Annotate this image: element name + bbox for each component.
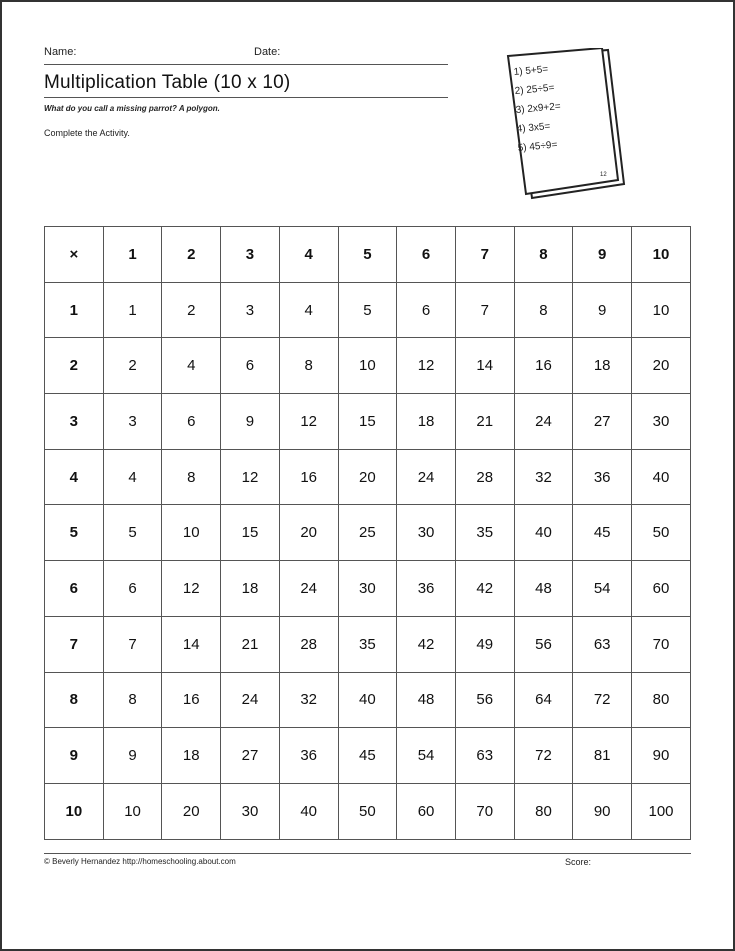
product-cell: 21	[221, 616, 280, 672]
column-header-cell: 2	[162, 227, 221, 283]
row-header-cell: 9	[45, 728, 104, 784]
product-cell: 12	[397, 338, 456, 394]
product-cell: 40	[514, 505, 573, 561]
product-cell: 54	[573, 561, 632, 617]
product-cell: 20	[279, 505, 338, 561]
product-cell: 25	[338, 505, 397, 561]
product-cell: 7	[455, 282, 514, 338]
product-cell: 14	[455, 338, 514, 394]
product-cell: 56	[514, 616, 573, 672]
row-header-cell: 3	[45, 394, 104, 450]
product-cell: 8	[162, 449, 221, 505]
product-cell: 4	[279, 282, 338, 338]
product-cell: 63	[455, 728, 514, 784]
product-cell: 56	[455, 672, 514, 728]
product-cell: 32	[514, 449, 573, 505]
product-cell: 72	[514, 728, 573, 784]
product-cell: 9	[573, 282, 632, 338]
table-header-row	[45, 227, 691, 283]
flashcard-line-3: 3) 2x9+2=	[515, 101, 562, 116]
table-row	[45, 616, 691, 672]
table-row	[45, 672, 691, 728]
product-cell: 10	[103, 783, 162, 839]
product-cell: 7	[103, 616, 162, 672]
column-header-cell: 9	[573, 227, 632, 283]
instruction-text: Complete the Activity.	[44, 128, 130, 138]
row-header-cell: 8	[45, 672, 104, 728]
table-row	[45, 505, 691, 561]
product-cell: 42	[455, 561, 514, 617]
product-cell: 70	[632, 616, 691, 672]
score-label: Score:	[565, 857, 592, 867]
table-row	[45, 282, 691, 338]
table-row	[45, 728, 691, 784]
product-cell: 18	[397, 394, 456, 450]
product-cell: 9	[103, 728, 162, 784]
multiplication-table	[44, 226, 691, 840]
product-cell: 12	[279, 394, 338, 450]
product-cell: 60	[397, 783, 456, 839]
product-cell: 16	[279, 449, 338, 505]
product-cell: 6	[162, 394, 221, 450]
product-cell: 45	[338, 728, 397, 784]
title-underline	[44, 97, 448, 98]
product-cell: 60	[632, 561, 691, 617]
product-cell: 36	[279, 728, 338, 784]
product-cell: 63	[573, 616, 632, 672]
copyright-credit: © Beverly Hernandez http://homeschooling.about.com	[44, 857, 236, 866]
footer-line	[44, 853, 691, 854]
row-header-cell: 1	[45, 282, 104, 338]
product-cell: 28	[455, 449, 514, 505]
product-cell: 24	[514, 394, 573, 450]
product-cell: 35	[455, 505, 514, 561]
column-header-cell: 3	[221, 227, 280, 283]
table-row	[45, 449, 691, 505]
product-cell: 24	[279, 561, 338, 617]
product-cell: 20	[632, 338, 691, 394]
product-cell: 21	[455, 394, 514, 450]
product-cell: 10	[338, 338, 397, 394]
row-header-cell: 4	[45, 449, 104, 505]
product-cell: 6	[221, 338, 280, 394]
column-header-cell: 6	[397, 227, 456, 283]
product-cell: 4	[162, 338, 221, 394]
product-cell: 8	[514, 282, 573, 338]
product-cell: 48	[397, 672, 456, 728]
flashcard-line-4: 4) 3x5=	[516, 121, 551, 135]
product-cell: 90	[573, 783, 632, 839]
table-row	[45, 338, 691, 394]
product-cell: 5	[338, 282, 397, 338]
product-cell: 42	[397, 616, 456, 672]
product-cell: 30	[632, 394, 691, 450]
product-cell: 10	[162, 505, 221, 561]
product-cell: 18	[221, 561, 280, 617]
product-cell: 1	[103, 282, 162, 338]
product-cell: 45	[573, 505, 632, 561]
product-cell: 5	[103, 505, 162, 561]
product-cell: 50	[338, 783, 397, 839]
table-corner-cell: ×	[45, 227, 104, 283]
product-cell: 4	[103, 449, 162, 505]
product-cell: 2	[162, 282, 221, 338]
product-cell: 90	[632, 728, 691, 784]
product-cell: 32	[279, 672, 338, 728]
product-cell: 72	[573, 672, 632, 728]
flashcard-corner-mark: 12	[600, 172, 607, 178]
product-cell: 80	[632, 672, 691, 728]
row-header-cell: 7	[45, 616, 104, 672]
product-cell: 30	[221, 783, 280, 839]
product-cell: 16	[514, 338, 573, 394]
product-cell: 6	[397, 282, 456, 338]
product-cell: 8	[279, 338, 338, 394]
row-header-cell: 10	[45, 783, 104, 839]
row-header-cell: 2	[45, 338, 104, 394]
table-row	[45, 394, 691, 450]
math-flashcards-icon	[500, 48, 630, 208]
column-header-cell: 8	[514, 227, 573, 283]
product-cell: 28	[279, 616, 338, 672]
flashcard-line-2: 2) 25÷5=	[514, 82, 555, 97]
product-cell: 49	[455, 616, 514, 672]
product-cell: 36	[397, 561, 456, 617]
row-header-cell: 6	[45, 561, 104, 617]
product-cell: 81	[573, 728, 632, 784]
product-cell: 15	[338, 394, 397, 450]
name-label: Name:	[44, 46, 77, 58]
product-cell: 20	[338, 449, 397, 505]
product-cell: 100	[632, 783, 691, 839]
table-row	[45, 561, 691, 617]
product-cell: 40	[279, 783, 338, 839]
product-cell: 50	[632, 505, 691, 561]
page-title: Multiplication Table (10 x 10)	[44, 72, 291, 93]
flashcard-line-5: 5) 45÷9=	[517, 139, 558, 154]
product-cell: 2	[103, 338, 162, 394]
product-cell: 20	[162, 783, 221, 839]
product-cell: 30	[338, 561, 397, 617]
product-cell: 27	[573, 394, 632, 450]
column-header-cell: 7	[455, 227, 514, 283]
column-header-cell: 4	[279, 227, 338, 283]
date-label: Date:	[254, 46, 281, 58]
product-cell: 12	[221, 449, 280, 505]
product-cell: 30	[397, 505, 456, 561]
product-cell: 8	[103, 672, 162, 728]
column-header-cell: 10	[632, 227, 691, 283]
product-cell: 6	[103, 561, 162, 617]
product-cell: 48	[514, 561, 573, 617]
riddle-text: What do you call a missing parrot? A polygon.	[44, 104, 220, 113]
product-cell: 24	[397, 449, 456, 505]
product-cell: 3	[103, 394, 162, 450]
product-cell: 80	[514, 783, 573, 839]
product-cell: 24	[221, 672, 280, 728]
table-row	[45, 783, 691, 839]
product-cell: 64	[514, 672, 573, 728]
flashcard-line-1: 1) 5+5=	[513, 64, 549, 78]
product-cell: 16	[162, 672, 221, 728]
product-cell: 70	[455, 783, 514, 839]
product-cell: 12	[162, 561, 221, 617]
product-cell: 18	[573, 338, 632, 394]
product-cell: 14	[162, 616, 221, 672]
product-cell: 10	[632, 282, 691, 338]
product-cell: 54	[397, 728, 456, 784]
product-cell: 40	[338, 672, 397, 728]
row-header-cell: 5	[45, 505, 104, 561]
product-cell: 36	[573, 449, 632, 505]
product-cell: 18	[162, 728, 221, 784]
product-cell: 15	[221, 505, 280, 561]
product-cell: 3	[221, 282, 280, 338]
product-cell: 35	[338, 616, 397, 672]
column-header-cell: 1	[103, 227, 162, 283]
name-date-line	[44, 64, 448, 65]
product-cell: 27	[221, 728, 280, 784]
column-header-cell: 5	[338, 227, 397, 283]
product-cell: 9	[221, 394, 280, 450]
product-cell: 40	[632, 449, 691, 505]
